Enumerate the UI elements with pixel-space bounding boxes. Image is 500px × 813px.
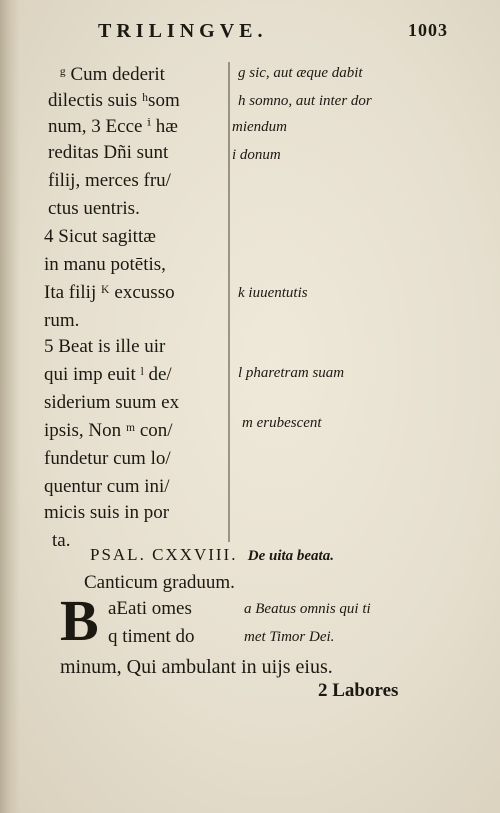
text-line: quentur cum ini/: [44, 476, 170, 497]
psalm-subtitle: De uita beata.: [247, 548, 334, 564]
margin-gloss: h somno, aut inter dor: [238, 93, 372, 109]
psalm-heading: Canticum graduum.: [84, 572, 235, 593]
text-line: ctus uentris.: [48, 198, 140, 219]
text-line: in manu potētis,: [44, 254, 166, 275]
drop-capital: B: [60, 588, 99, 653]
binding-gutter: [0, 0, 20, 813]
text-line: dilectis suis ʰsom: [48, 90, 180, 111]
text-line: qui imp euit ˡ de/: [44, 364, 172, 385]
text-line: aEati omes: [108, 598, 192, 619]
margin-gloss: l pharetram suam: [238, 365, 345, 381]
text-line: Ita filij ᴷ excusso: [44, 282, 175, 303]
catchword: 2 Labores: [318, 680, 399, 701]
column-rule: [228, 62, 230, 542]
margin-gloss: i donum: [232, 147, 281, 163]
text-line: 4 Sicut sagittæ: [44, 226, 156, 247]
text-line: minum, Qui ambulant in uijs eius.: [60, 656, 333, 678]
text-line: 5 Beat is ille uir: [44, 336, 166, 357]
text-line: q timent do: [108, 626, 195, 647]
margin-gloss: k iuuentutis: [238, 285, 308, 301]
margin-gloss: g sic, aut æque dabit: [238, 65, 363, 81]
psalm-title: [90, 545, 334, 565]
text-line: siderium suum ex: [44, 392, 180, 413]
text-line: ipsis, Non ᵐ con/: [44, 420, 173, 441]
text-line: micis suis in por: [44, 502, 170, 523]
text-line: fundetur cum lo/: [44, 448, 171, 469]
psalm-number: PSAL. CXXVIII.: [90, 545, 238, 564]
text-line: rum.: [44, 310, 80, 331]
text-line: num, 3 Ecce ⁱ hæ: [48, 116, 178, 137]
text-line: ᵍ Cum dederit: [60, 64, 165, 85]
text-line: reditas Dñi sunt: [48, 142, 169, 163]
running-header: TRILINGVE.: [98, 20, 268, 42]
page-number: 1003: [408, 20, 448, 40]
text-line: ta.: [52, 530, 71, 551]
margin-gloss: a Beatus omnis qui ti: [244, 601, 371, 617]
margin-gloss: miendum: [232, 119, 287, 135]
text-line: filij, merces fru/: [48, 170, 171, 191]
margin-gloss: m erubescent: [242, 415, 322, 431]
margin-gloss: met Timor Dei.: [244, 629, 335, 645]
